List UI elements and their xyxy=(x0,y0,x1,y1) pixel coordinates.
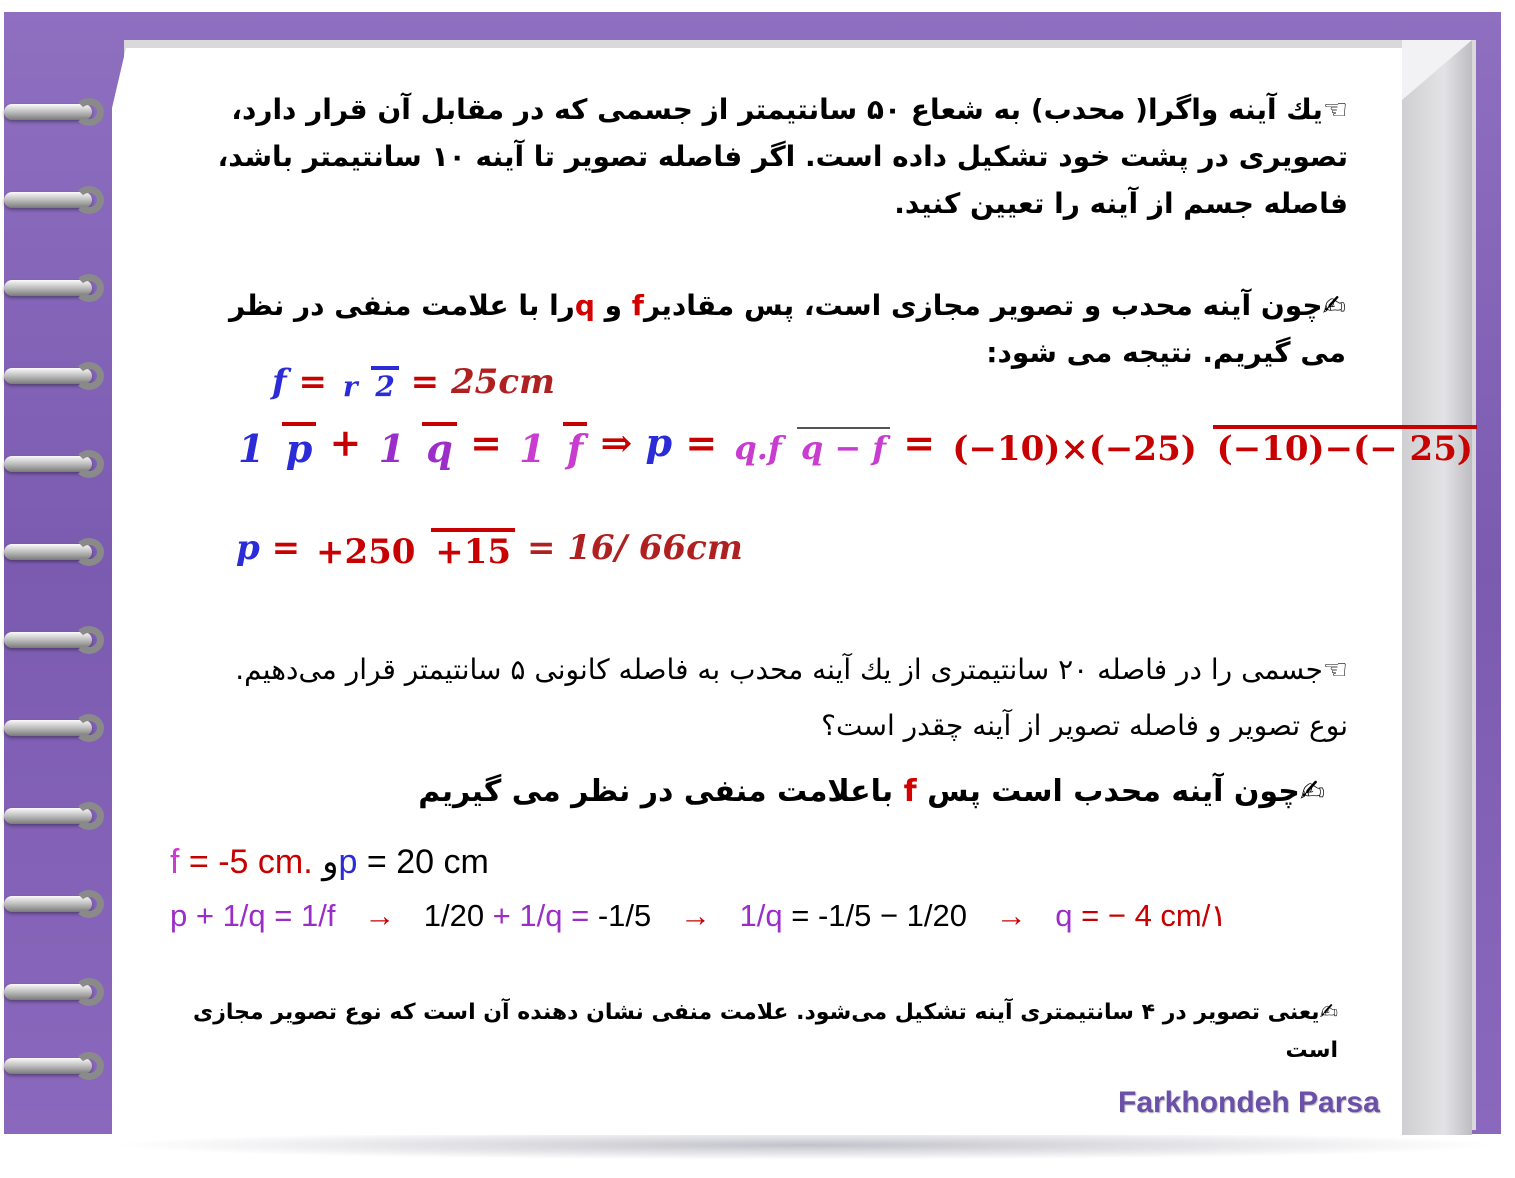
spiral-ring xyxy=(4,448,108,478)
author-signature: Farkhondeh Parsa xyxy=(1118,1086,1380,1119)
eq3-p: p xyxy=(236,528,260,568)
eq1-value: 25cm xyxy=(451,362,556,402)
spiral-ring xyxy=(4,712,108,742)
and-word: و xyxy=(604,289,623,322)
calc-step-2b: + 1/q = xyxy=(484,898,598,933)
spiral-ring xyxy=(4,184,108,214)
spiral-ring xyxy=(4,536,108,566)
spiral-ring xyxy=(4,272,108,302)
eq2-one-f: 1 xyxy=(519,426,546,471)
eq2-q: q xyxy=(422,422,457,471)
eq2-f: f xyxy=(563,422,587,471)
eq2-den-qf: q − f xyxy=(797,427,890,467)
spiral-ring xyxy=(4,624,108,654)
calc-step-4b: = − 4 cm/۱ xyxy=(1072,898,1228,933)
eq2-arrow: ⇒ xyxy=(600,420,633,465)
problem-2 xyxy=(200,642,1348,754)
arrow-right-icon: → xyxy=(679,898,711,933)
eq1-r: r xyxy=(342,369,358,403)
eq1-two: 2 xyxy=(371,366,398,403)
spiral-ring xyxy=(4,976,108,1006)
solution-2-part1: چون آینه محدب است پس xyxy=(927,774,1300,809)
eq3-result: = 16/ 66cm xyxy=(526,528,743,568)
arrow-right-icon: → xyxy=(995,898,1027,933)
eq1-fraction xyxy=(339,366,399,403)
spiral-ring xyxy=(4,360,108,390)
problem-1-text: یك آینه واگرا( محدب) به شعاع ۵۰ سانتیمتر از جسمی که در مقابل آن قرار دارد، تصویری در پشت خود تشکیل داده است. اگر فاصله تصویر تا آینه ۱۰ سانتیمتر باشد، فاصله جسم از آینه را تعیین کنید. xyxy=(217,93,1348,220)
eq3-den: +15 xyxy=(431,528,515,572)
spiral-ring xyxy=(4,800,108,830)
eq1-equals-2: = xyxy=(410,362,440,402)
eq2-one-q: 1 xyxy=(378,426,406,471)
given-p-value: = 20 cm xyxy=(357,843,489,881)
eq2-frac-q xyxy=(375,422,457,471)
eq2-p-result: p xyxy=(645,420,673,465)
eq2-plus: + xyxy=(329,420,362,465)
var-f-2: f xyxy=(903,774,917,809)
eq2-equals-3: = xyxy=(903,420,936,465)
eq2-big-den: (−10)−(− 25) xyxy=(1213,425,1477,469)
solution-2-part2: باعلامت منفی در نظر می گیریم xyxy=(418,774,894,809)
eq2-frac-p xyxy=(234,422,316,471)
equation-mirror xyxy=(234,420,1477,471)
given-and: و xyxy=(322,843,339,881)
spiral-ring xyxy=(4,888,108,918)
calculation xyxy=(170,898,1227,934)
pointing-hand-icon: ☜ xyxy=(1322,653,1348,686)
eq2-frac-numeric xyxy=(948,425,1477,469)
pointing-hand-icon: ☜ xyxy=(1322,93,1348,126)
calc-step-3a: 1/q xyxy=(739,898,783,933)
page-fold xyxy=(1402,40,1472,1135)
equation-focal xyxy=(272,362,555,403)
eq2-big-num: (−10)×(−25) xyxy=(952,428,1197,469)
eq1-equals: = xyxy=(298,362,327,402)
eq2-num-qf: q.f xyxy=(734,428,782,467)
problem-2-text: جسمی را در فاصله ۲۰ سانتیمتری از یك آینه محدب به فاصله کانونی ۵ سانتیمتر قرار می‌دهیم. نوع تصویر و فاصله تصویر از آینه چقدر است؟ xyxy=(235,653,1348,742)
calc-step-2c: -1/5 xyxy=(597,898,652,933)
solution-2 xyxy=(340,768,1325,815)
conclusion xyxy=(160,994,1338,1070)
eq1-f: f xyxy=(272,362,287,402)
arrow-right-icon: → xyxy=(364,898,396,933)
var-q: q xyxy=(574,289,595,322)
conclusion-text: یعنی تصویر در ۴ سانتیمتری آینه تشکیل می‌شود. علامت منفی نشان دهنده آن است که نوع تصویر مجازی است xyxy=(193,1000,1338,1063)
eq2-frac-qf xyxy=(730,427,890,467)
eq2-equals-2: = xyxy=(685,420,718,465)
eq2-p: p xyxy=(282,422,317,471)
eq2-frac-f xyxy=(515,422,587,471)
spiral-ring xyxy=(4,1050,108,1080)
eq3-equals: = xyxy=(271,528,301,568)
pen-writing-icon: ✍ xyxy=(1319,1000,1338,1025)
given-f-value: = -5 cm. xyxy=(179,843,313,881)
given-values xyxy=(170,842,489,882)
solution-1-part2: را با علامت منفی در نظر می گیریم. نتیجه می شود: xyxy=(229,289,1346,369)
equation-result xyxy=(236,528,743,572)
eq2-equals: = xyxy=(470,420,502,465)
calc-step-3b: = -1/5 − 1/20 xyxy=(782,898,968,933)
spiral-ring xyxy=(4,96,108,126)
pen-writing-icon: ✍ xyxy=(1299,774,1325,809)
calc-step-4a: q xyxy=(1055,898,1073,933)
pen-writing-icon: ✍ xyxy=(1322,289,1346,322)
eq3-num: +250 xyxy=(315,532,416,572)
calc-step-2a: 1/20 xyxy=(423,898,485,933)
calc-step-1: p + 1/q = 1/f xyxy=(170,898,336,933)
eq3-fraction xyxy=(312,528,515,572)
given-p-label: p xyxy=(338,843,358,881)
given-f-label: f xyxy=(170,843,180,881)
solution-1-part1: چون آینه محدب و تصویر مجازی است، پس مقادیر xyxy=(643,289,1323,322)
eq2-one: 1 xyxy=(238,426,265,471)
var-f: f xyxy=(631,289,644,322)
problem-1 xyxy=(160,86,1348,227)
